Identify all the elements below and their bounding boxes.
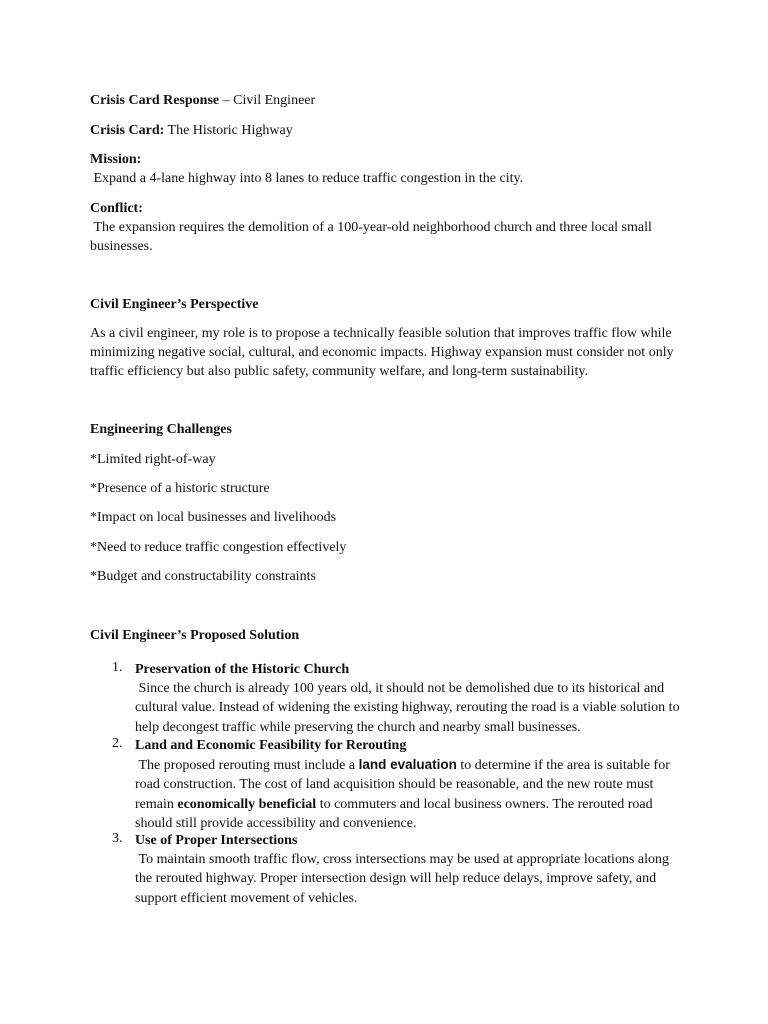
list-number: 1. [112,660,123,675]
list-number: 2. [112,736,123,751]
crisis-card-line [90,121,680,140]
challenge-item: *Budget and constructability constraints [90,569,316,584]
bold-term-land-evaluation: land evaluation [358,757,457,773]
list-item-text [135,755,680,833]
challenge-item: *Limited right-of-way [90,452,216,467]
list-item-content [135,660,684,737]
text-run: The proposed rerouting must include a [135,758,359,774]
challenge-item: *Need to reduce traffic congestion effectively [90,540,347,555]
list-item-content [135,831,680,908]
list-item-text: Since the church is already 100 years old, it should not be demolished due to its historical and cultural value. Instead of widening the existing highway, rerouting the road is a viable solution to help decongest traffic while preserving the church and nearby small businesses. [135,681,684,735]
mission-section [90,150,680,188]
list-number: 3. [112,831,123,846]
perspective-text: As a civil engineer, my role is to propose a technically feasible solution that improves traffic flow while minimizing negative social, cultural, and economic impacts. Highway expansion must consider not only traffic efficiency but also public safety, community welfare, and long-term sustainability. [90,326,674,380]
challenge-item: *Impact on local businesses and livelihoods [90,510,337,525]
crisis-card-label: Crisis Card: [90,123,165,138]
list-item-text: To maintain smooth traffic flow, cross intersections may be used at appropriate locations along the rerouted highway. Proper intersection design will help reduce delays, improve safety, and support efficient movement of vehicles. [135,852,673,906]
solution-heading: Civil Engineer’s Proposed Solution [90,628,300,643]
response-title [90,91,680,110]
text-run: to commuters and local business owners. The rerouted road should still provide accessibility and convenience. [135,796,657,831]
perspective-heading: Civil Engineer’s Perspective [90,297,259,312]
response-title-role: – Civil Engineer [219,93,316,108]
text-run: to determine if the area is suitable for road construction. The cost of land acquisition should be reasonable, and the new route must remain [135,758,674,812]
list-item-title: Use of Proper Intersections [135,833,298,848]
conflict-label: Conflict: [90,201,143,216]
list-item-title: Land and Economic Feasibility for Rerouting [135,738,407,753]
bold-term-economically-beneficial: economically beneficial [177,796,317,812]
crisis-card-value: The Historic Highway [164,123,293,138]
challenge-item: *Presence of a historic structure [90,481,270,496]
mission-text: Expand a 4-lane highway into 8 lanes to reduce traffic congestion in the city. [90,171,524,187]
challenges-heading: Engineering Challenges [90,422,232,437]
list-item-content [135,736,680,833]
conflict-section [90,199,680,257]
conflict-text: The expansion requires the demolition of a 100-year-old neighborhood church and three local small businesses. [90,220,656,255]
list-item-title: Preservation of the Historic Church [135,662,350,677]
mission-label: Mission: [90,152,142,167]
response-title-bold: Crisis Card Response [90,93,220,108]
